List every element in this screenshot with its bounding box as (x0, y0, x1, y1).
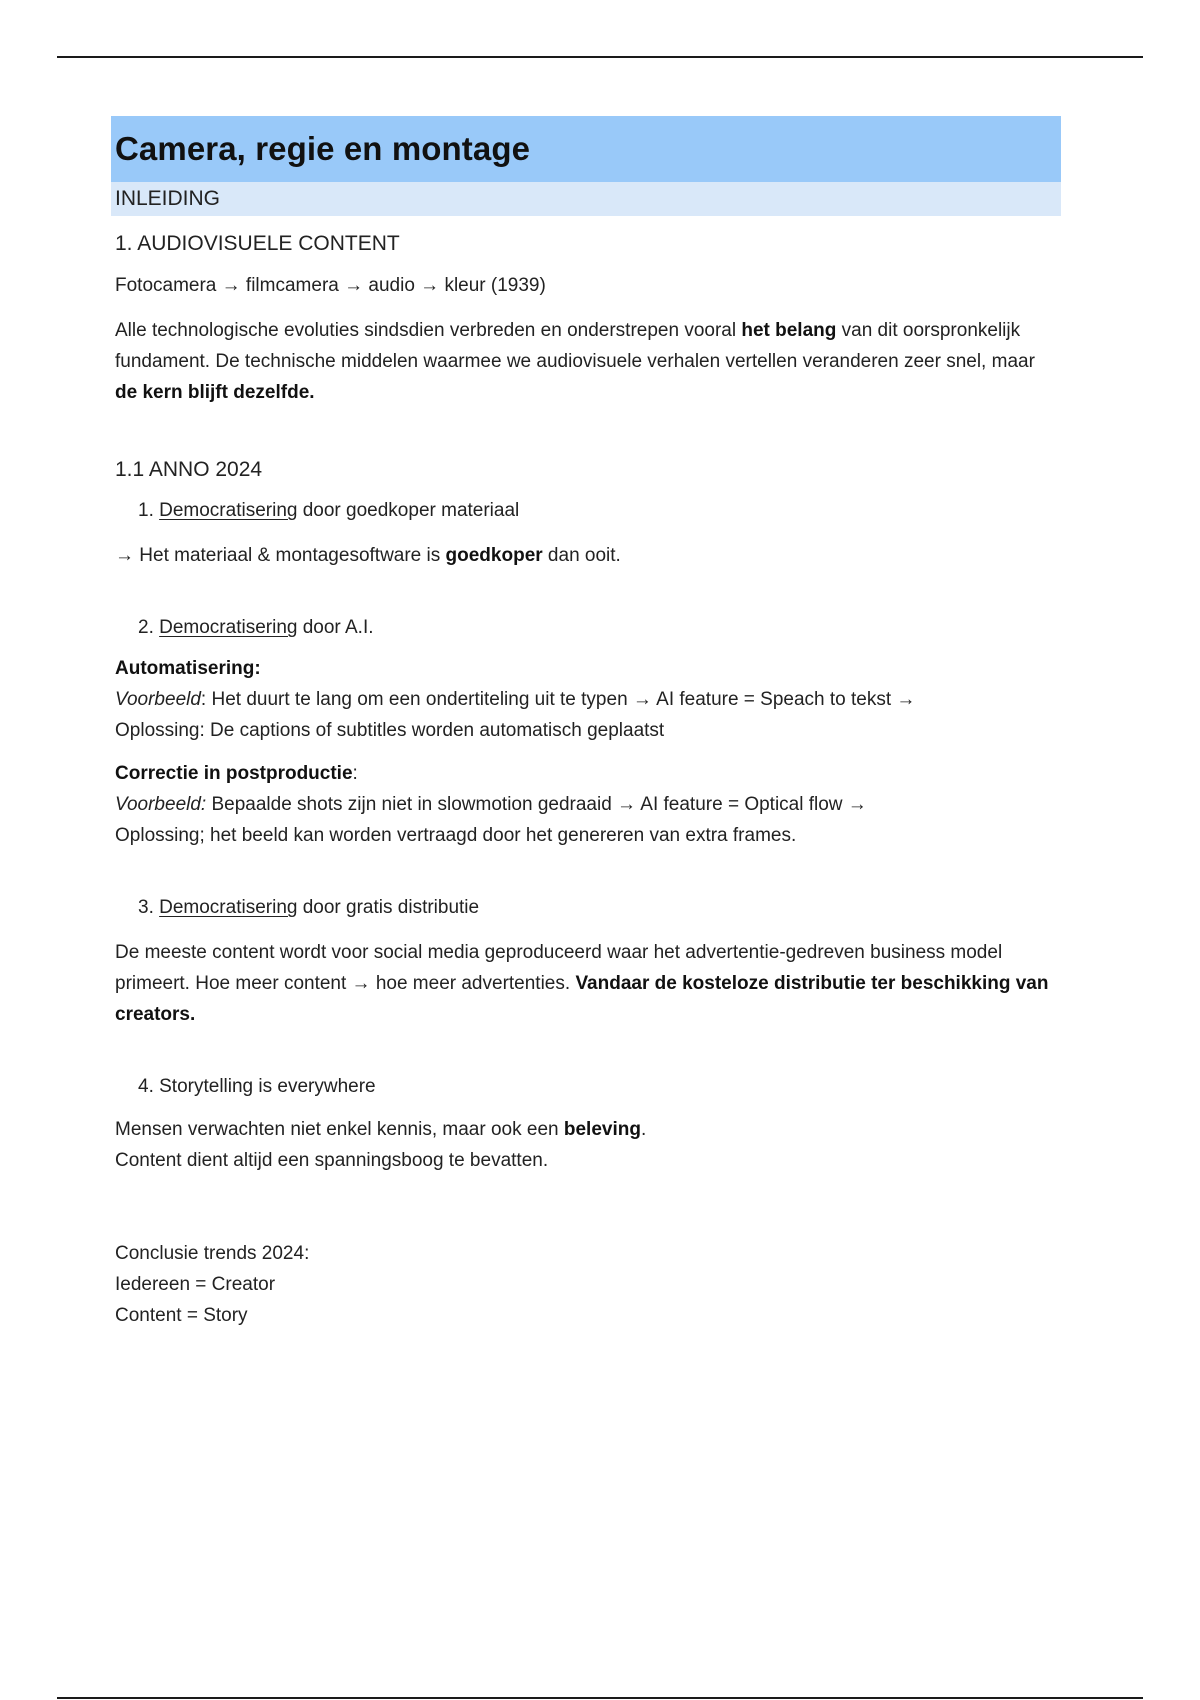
list-item-2-underlined: Democratisering (159, 617, 298, 638)
list-item-1-underlined: Democratisering (159, 500, 298, 521)
item-1-note (115, 540, 1061, 571)
list-item-3-number: 3. (138, 897, 160, 918)
automation-block (115, 653, 1061, 746)
list-item-3 (138, 897, 1061, 919)
bottom-rule (57, 1697, 1143, 1699)
intro-bold-1: het belang (741, 320, 837, 341)
list-item-3-rest: door gratis distributie (297, 897, 480, 918)
correction-example-text: Bepaalde shots zijn niet in slowmotion gedraaid → AI feature = Optical flow → (206, 794, 867, 815)
list-item-1 (138, 500, 1061, 522)
automation-heading: Automatisering: (115, 658, 261, 679)
storytelling-line1-bold: beleving (563, 1119, 641, 1140)
intro-paragraph (115, 315, 1061, 408)
conclusion-line2: Content = Story (115, 1305, 248, 1326)
document-subtitle: INLEIDING (115, 187, 221, 210)
conclusion-block (115, 1238, 1061, 1331)
section-heading-1-1: 1.1 ANNO 2024 (115, 458, 263, 481)
automation-example-text: : Het duurt te lang om een ondertiteling uit te typen → AI feature = Speach to tekst → (200, 689, 916, 710)
section-heading-1: 1. AUDIOVISUELE CONTENT (115, 232, 400, 255)
title-band (111, 116, 1061, 182)
correction-heading: Correctie in postproductie (115, 763, 353, 784)
list-item-3-underlined: Democratisering (159, 897, 298, 918)
correction-block (115, 758, 1061, 851)
list-item-4: 4. Storytelling is everywhere (138, 1076, 376, 1097)
list-item-2-rest: door A.I. (297, 617, 374, 638)
item-1-note-post: dan ooit. (542, 545, 621, 566)
timeline-line: Fotocamera → filmcamera → audio → kleur (1939) (115, 275, 546, 296)
distribution-bold: Vandaar de kosteloze distributie ter beschikking van creators. (115, 973, 1049, 1025)
list-item-1-rest: door goedkoper materiaal (297, 500, 520, 521)
distribution-text: De meeste content wordt voor social media geproduceerd waar het advertentie-gedreven business model primeert. Hoe meer content → hoe meer advertenties. (115, 942, 1003, 994)
intro-text-1: Alle technologische evoluties sindsdien verbreden en onderstrepen vooral (115, 320, 742, 341)
correction-example-label: Voorbeeld: (115, 794, 207, 815)
storytelling-line1-pre: Mensen verwachten niet enkel kennis, maar ook een (115, 1119, 564, 1140)
storytelling-line2: Content dient altijd een spanningsboog te bevatten. (115, 1150, 549, 1171)
distribution-paragraph (115, 937, 1061, 1030)
subtitle-band (111, 182, 1061, 216)
list-item-2-number: 2. (138, 617, 160, 638)
correction-solution: Oplossing; het beeld kan worden vertraagd door het genereren van extra frames. (115, 825, 797, 846)
list-item-2 (138, 617, 1061, 639)
storytelling-line1-post: . (640, 1119, 647, 1140)
intro-text-2: van dit oorspronkelijk fundament. De technische middelen waarmee we audiovisuele verhalen vertellen veranderen zeer snel, maar (115, 320, 1035, 372)
storytelling-paragraph (115, 1114, 1061, 1176)
item-1-note-pre: → Het materiaal & montagesoftware is (115, 545, 446, 566)
correction-colon: : (352, 763, 358, 784)
conclusion-line1: Iedereen = Creator (115, 1274, 276, 1295)
document-body (111, 116, 1061, 1331)
automation-solution: Oplossing: De captions of subtitles worden automatisch geplaatst (115, 720, 665, 741)
automation-example-label: Voorbeeld (115, 689, 201, 710)
item-1-note-bold: goedkoper (445, 545, 543, 566)
intro-bold-2: de kern blijft dezelfde. (115, 382, 315, 403)
top-rule (57, 56, 1143, 58)
document-title: Camera, regie en montage (115, 130, 531, 167)
list-item-1-number: 1. (138, 500, 160, 521)
conclusion-heading: Conclusie trends 2024: (115, 1243, 310, 1264)
